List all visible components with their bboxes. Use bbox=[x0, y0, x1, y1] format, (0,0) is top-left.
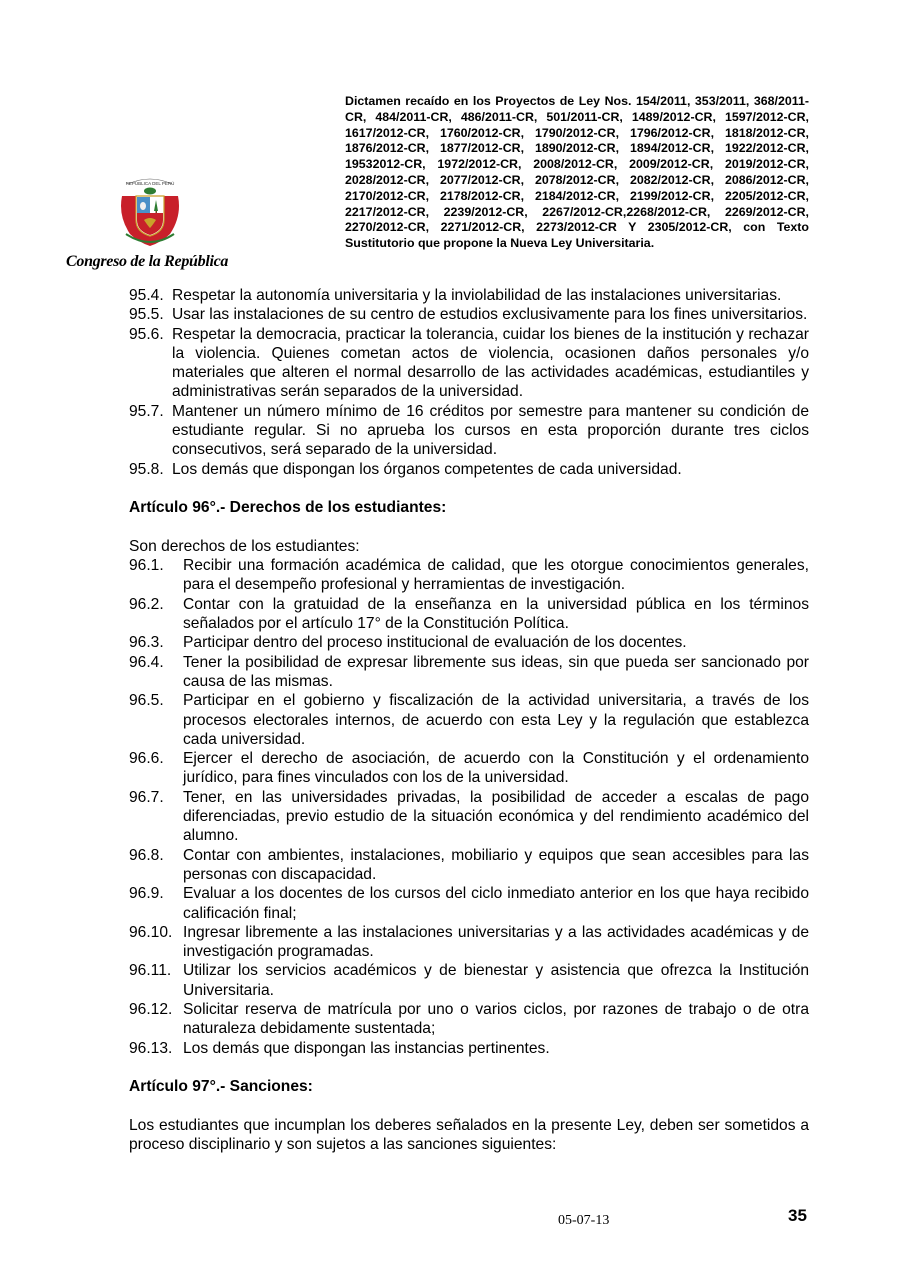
item-text: Contar con ambientes, instalaciones, mobiliario y equipos que sean accesibles para las personas con discapacidad. bbox=[183, 846, 809, 883]
item-number: 96.4. bbox=[129, 653, 164, 671]
list-item bbox=[129, 595, 809, 634]
page-number: 35 bbox=[788, 1206, 807, 1225]
item-number: 95.6. bbox=[129, 325, 164, 343]
item-number: 96.12. bbox=[129, 1000, 173, 1018]
item-number: 95.5. bbox=[129, 306, 164, 324]
item-number: 96.13. bbox=[129, 1039, 173, 1057]
item-text: Recibir una formación académica de calidad, que les otorgue conocimientos generales, para el desempeño profesional y herramientas de investigación. bbox=[183, 557, 809, 594]
list-item bbox=[129, 884, 809, 923]
item-number: 96.5. bbox=[129, 692, 164, 710]
article-97-heading: Artículo 97°.- Sanciones: bbox=[129, 1078, 313, 1096]
item-text: Los demás que dispongan las instancias pertinentes. bbox=[183, 1039, 550, 1057]
item-text: Tener, en las universidades privadas, la posibilidad de acceder a escalas de pago diferenciadas, previo estudio de la situación económica y del rendimiento académico del alumno. bbox=[183, 788, 809, 845]
list-item bbox=[129, 460, 809, 479]
item-text: Evaluar a los docentes de los cursos del ciclo inmediato anterior en los que haya recibido calificación final; bbox=[183, 885, 809, 922]
list-item bbox=[129, 788, 809, 846]
list-item bbox=[129, 1039, 809, 1058]
item-text: Contar con la gratuidad de la enseñanza en la universidad pública en los términos señalados por el artículo 17° de la Constitución Política. bbox=[183, 595, 809, 633]
item-text: Mantener un número mínimo de 16 créditos por semestre para mantener su condición de estudiante regular. Si no aprueba los cursos en esta proporción durante tres ciclos consecutivos, será separado de la universidad. bbox=[172, 402, 809, 459]
list-item bbox=[129, 556, 809, 595]
item-number: 95.7. bbox=[129, 402, 164, 420]
list-item bbox=[129, 961, 809, 1000]
list-item bbox=[129, 923, 809, 962]
item-text: Solicitar reserva de matrícula por uno o varios ciclos, por razones de trabajo o de otra naturaleza debidamente sustentada; bbox=[183, 1000, 809, 1038]
list-item bbox=[129, 1000, 809, 1039]
article-96-intro: Son derechos de los estudiantes: bbox=[129, 537, 360, 555]
svg-text:REPÚBLICA DEL PERÚ: REPÚBLICA DEL PERÚ bbox=[125, 181, 175, 186]
item-text: Participar en el gobierno y fiscalización de la actividad universitaria, a través de los procesos electorales internos, de acuerdo con esta Ley y la regulación que establezca cada universidad. bbox=[183, 692, 809, 748]
peru-coat-of-arms-icon bbox=[116, 176, 184, 250]
item-text: Ejercer el derecho de asociación, de acuerdo con la Constitución y el ordenamiento jurídico, para fines vinculados con los de la universidad. bbox=[183, 750, 809, 787]
item-number: 96.2. bbox=[129, 595, 164, 613]
item-text: Ingresar libremente a las instalaciones universitarias y a las actividades académicas y de investigación programadas. bbox=[183, 923, 809, 961]
article-97-intro: Los estudiantes que incumplan los deberes señalados en la presente Ley, deben ser sometidos a proceso disciplinario y son sujetos a las sanciones siguientes: bbox=[129, 1116, 809, 1154]
dictamen-header: Dictamen recaído en los Proyectos de Ley Nos. 154/2011, 353/2011, 368/2011-CR, 484/2011-CR, 486/2011-CR, 501/2011-CR, 1489/2012-CR, 1597/2012-CR, 1617/2012-CR, 1760/2012-CR, 1790/2012-CR, 1796/2012-CR, 1818/2012-CR, 1876/2012-CR, 1877/2012-CR, 1890/2012-CR, 1894/2012-CR, 1922/2012-CR, 19532012-CR, 1972/2012-CR, 2008/2012-CR, 2009/2012-CR, 2019/2012-CR, 2028/2012-CR, 2077/2012-CR, 2078/2012-CR, 2082/2012-CR, 2086/2012-CR, 2170/2012-CR, 2178/2012-CR, 2184/2012-CR, 2199/2012-CR, 2205/2012-CR, 2217/2012-CR, 2239/2012-CR, 2267/2012-CR,2268/2012-CR, 2269/2012-CR, 2270/2012-CR, 2271/2012-CR, 2273/2012-CR Y 2305/2012-CR, con Texto Sustitutorio que propone la Nueva Ley Universitaria. bbox=[345, 94, 809, 251]
list-item bbox=[129, 846, 809, 885]
item-number: 95.4. bbox=[129, 287, 164, 304]
item-text: Usar las instalaciones de su centro de estudios exclusivamente para los fines universitarios. bbox=[172, 306, 808, 324]
item-text: Utilizar los servicios académicos y de bienestar y asistencia que ofrezca la Institución Universitaria. bbox=[183, 962, 809, 999]
item-text: Respetar la autonomía universitaria y la inviolabilidad de las instalaciones universitarias. bbox=[172, 287, 782, 304]
item-number: 96.8. bbox=[129, 846, 164, 864]
item-text: Tener la posibilidad de expresar libremente sus ideas, sin que pueda ser sancionado por causa de las mismas. bbox=[183, 653, 809, 690]
list-item bbox=[129, 325, 809, 402]
item-number: 95.8. bbox=[129, 460, 164, 478]
list-95 bbox=[129, 286, 809, 479]
list-item bbox=[129, 749, 809, 788]
item-number: 96.7. bbox=[129, 788, 164, 806]
list-item bbox=[129, 402, 809, 460]
list-96 bbox=[129, 556, 809, 1058]
item-number: 96.6. bbox=[129, 750, 164, 768]
item-number: 96.10. bbox=[129, 923, 173, 941]
item-text: Participar dentro del proceso institucional de evaluación de los docentes. bbox=[183, 634, 687, 652]
item-number: 96.11. bbox=[129, 962, 172, 980]
congress-name: Congreso de la República bbox=[66, 253, 229, 270]
item-number: 96.1. bbox=[129, 557, 164, 575]
list-item bbox=[129, 653, 809, 692]
item-text: Respetar la democracia, practicar la tolerancia, cuidar los bienes de la institución y rechazar la violencia. Quienes cometan actos de violencia, ocasionen daños personales y/o materiales que alteren el normal desarrollo de las actividades académicas, estudiantiles y administrativas serán separados de la universidad. bbox=[172, 325, 809, 401]
footer-date: 05-07-13 bbox=[558, 1213, 610, 1228]
list-item bbox=[129, 286, 809, 305]
list-item bbox=[129, 305, 809, 324]
item-text: Los demás que dispongan los órganos competentes de cada universidad. bbox=[172, 460, 682, 478]
item-number: 96.9. bbox=[129, 885, 164, 903]
article-96-heading: Artículo 96°.- Derechos de los estudiantes: bbox=[129, 499, 447, 517]
list-item bbox=[129, 691, 809, 749]
document-body bbox=[129, 286, 809, 1154]
item-number: 96.3. bbox=[129, 634, 164, 652]
list-item bbox=[129, 633, 809, 652]
